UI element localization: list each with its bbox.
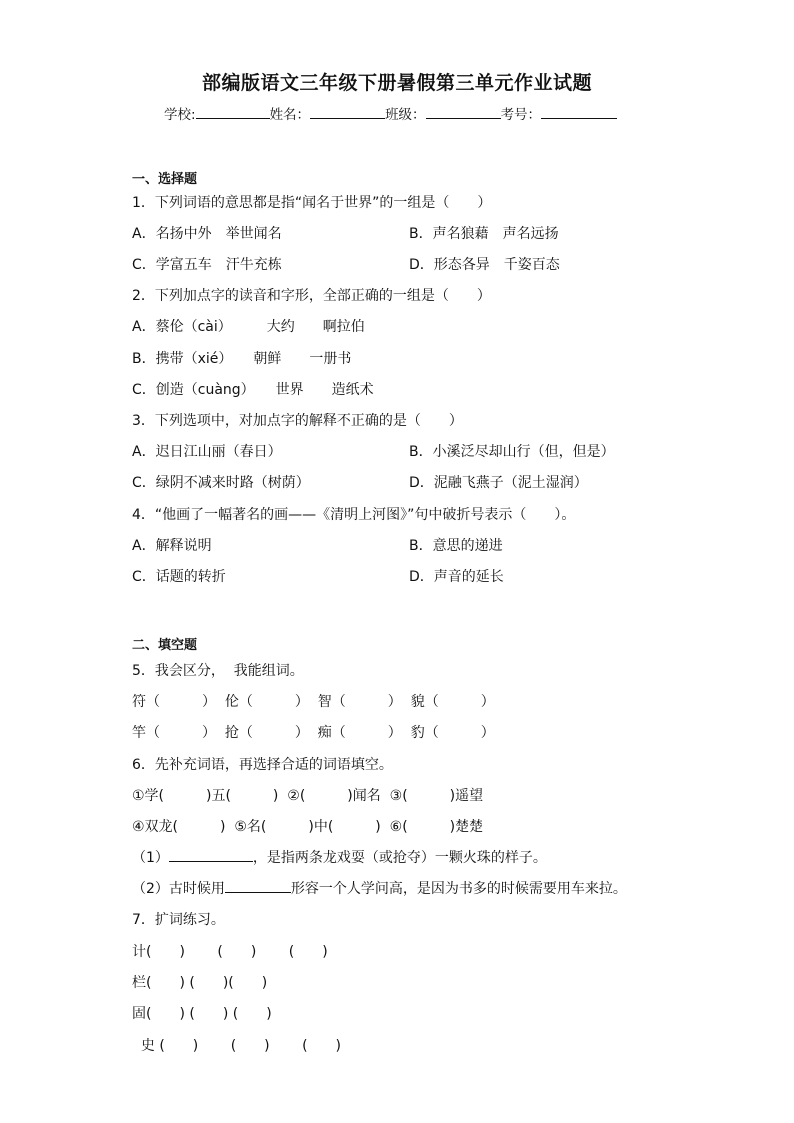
question-4-option-d[interactable]: D．声音的延长 — [409, 569, 504, 585]
question-3-stem: 3．下列选项中，对加点字的解释不正确的是（ ） — [132, 413, 463, 429]
question-4-option-b[interactable]: B．意思的递进 — [409, 538, 503, 554]
sentence-2-prefix: （2）古时候用 — [132, 881, 225, 897]
sentence-2-blank[interactable] — [225, 878, 291, 893]
question-6-sentence-1 — [132, 847, 547, 867]
question-6-stem: 6．先补充词语，再选择合适的词语填空。 — [132, 757, 393, 773]
question-3-option-b[interactable]: B．小溪泛尽却山行（但，但是） — [409, 444, 615, 460]
question-5-row-2[interactable]: 竿（ ） 抢（ ） 痴（ ） 豹（ ） — [132, 725, 495, 741]
question-7-row-4[interactable]: 史 ( ) ( ) ( ) — [132, 1038, 342, 1054]
question-7-row-2[interactable]: 栏( ) ( )( ) — [132, 975, 268, 991]
sentence-2-text: 形容一个人学问高，是因为书多的时候需要用车来拉。 — [290, 881, 627, 897]
question-3-option-a[interactable]: A．迟日江山丽（春日） — [132, 444, 282, 460]
sentence-1-prefix: （1） — [132, 850, 169, 866]
question-7-row-3[interactable]: 固( ) ( ) ( ) — [132, 1006, 272, 1022]
student-info-line — [164, 103, 617, 123]
question-4-option-a[interactable]: A．解释说明 — [132, 538, 212, 554]
question-1-option-a[interactable]: A．名扬中外 举世闻名 — [132, 226, 282, 242]
school-label: 学校: — [164, 107, 196, 123]
question-2-option-a[interactable]: A．蔡伦（cài） 大约 啊拉伯 — [132, 319, 365, 335]
class-blank[interactable] — [426, 105, 501, 119]
page-title: 部编版语文三年级下册暑假第三单元作业试题 — [201, 72, 592, 94]
sentence-1-text: ，是指两条龙戏耍（或抢夺）一颗火珠的样子。 — [252, 850, 547, 866]
question-3-option-c[interactable]: C．绿阴不减来时路（树荫） — [132, 475, 310, 491]
question-6-sentence-2 — [132, 878, 627, 898]
name-label: 姓名： — [269, 107, 311, 123]
question-3-option-d[interactable]: D．泥融飞燕子（泥土湿润） — [409, 475, 588, 491]
sentence-1-blank[interactable] — [169, 847, 253, 862]
question-7-row-1[interactable]: 计( ) ( ) ( ) — [132, 944, 328, 960]
question-5-stem: 5．我会区分， 我能组词。 — [132, 663, 304, 679]
question-6-row-1[interactable]: ①学( )五( ) ②( )闻名 ③( )遥望 — [132, 788, 484, 804]
question-4-stem: 4．“他画了一幅著名的画——《清明上河图》”句中破折号表示（ ）。 — [132, 507, 576, 523]
question-1-stem: 1．下列词语的意思都是指“闻名于世界”的一组是（ ） — [132, 195, 492, 211]
question-1-option-d[interactable]: D．形态各异 千姿百态 — [409, 257, 560, 273]
question-6-row-2[interactable]: ④双龙( ) ⑤名( )中( ) ⑥( )楚楚 — [132, 819, 484, 835]
question-2-stem: 2．下列加点字的读音和字形，全部正确的一组是（ ） — [132, 288, 491, 304]
class-label: 班级： — [385, 107, 426, 123]
question-1-option-c[interactable]: C．学富五车 汗牛充栋 — [132, 257, 282, 273]
number-blank[interactable] — [541, 105, 617, 119]
question-7-stem: 7．扩词练习。 — [132, 912, 225, 928]
question-2-option-c[interactable]: C．创造（cuàng） 世界 造纸术 — [132, 382, 374, 398]
name-blank[interactable] — [310, 105, 385, 119]
school-blank[interactable] — [196, 105, 270, 119]
question-1-option-b[interactable]: B．声名狼藉 声名远扬 — [409, 226, 559, 242]
section-heading-fill: 二、填空题 — [132, 638, 198, 653]
question-2-option-b[interactable]: B．携带（xié） 朝鲜 一册书 — [132, 351, 352, 367]
section-heading-choice: 一、选择题 — [132, 172, 198, 187]
number-label: 考号： — [500, 107, 542, 123]
question-4-option-c[interactable]: C．话题的转折 — [132, 569, 226, 585]
question-5-row-1[interactable]: 符（ ） 伦（ ） 智（ ） 貌（ ） — [132, 694, 495, 710]
